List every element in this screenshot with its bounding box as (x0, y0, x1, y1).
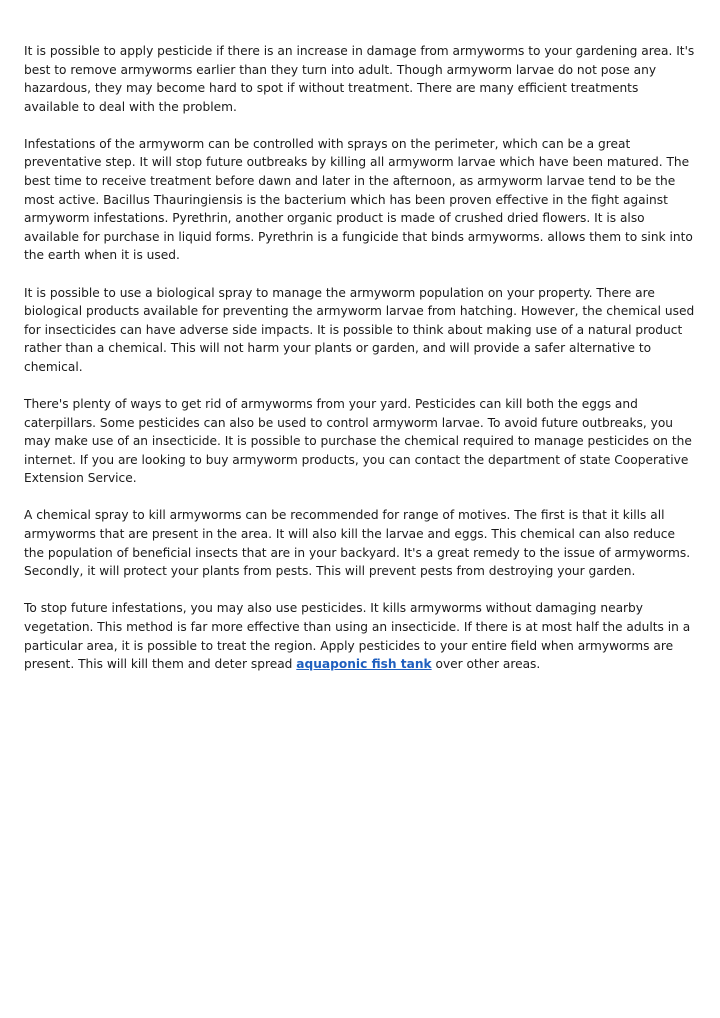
paragraph-6 (24, 599, 696, 673)
paragraph-3: It is possible to use a biological spray to manage the armyworm population on your property. There are biological products available for preventing the armyworm larvae from hatching. However, the chemical used for insecticides can have adverse side impacts. It is possible to think about making use of a natural product rather than a chemical. This will not harm your plants or garden, and will provide a safer alternative to chemical. (24, 285, 695, 374)
paragraph-5: A chemical spray to kill armyworms can be recommended for range of motives. The first is that it kills all armyworms that are present in the area. It will also kill the larvae and eggs. This chemical can also reduce the population of beneficial insects that are in your backyard. It's a great remedy to the issue of armyworms. Secondly, it will protect your plants from pests. This will prevent pests from destroying your garden. (24, 508, 691, 579)
paragraph-4: There's plenty of ways to get rid of armyworms from your yard. Pesticides can kill both the eggs and caterpillars. Some pesticides can also be used to control armyworm larvae. To avoid future outbreaks, you may make use of an insecticide. It is possible to purchase the chemical required to manage pesticides on the internet. If you are looking to buy armyworm products, you can contact the department of state Cooperative Extension Service. (24, 397, 692, 486)
article-body (24, 42, 696, 692)
aquaponic-fish-tank-link[interactable]: aquaponic fish tank (296, 657, 432, 672)
paragraph-6-text-before-link: To stop future infestations, you may also use pesticides. It kills armyworms without damaging nearby vegetation. This method is far more effective than using an insecticide. If there is at most half the adults in a particular area, it is possible to treat the region. Apply pesticides to your entire field when armyworms are present. This will kill them and deter spread (24, 601, 691, 672)
paragraph-6-text-after-link: over other areas. (431, 657, 541, 672)
paragraph-1: It is possible to apply pesticide if there is an increase in damage from armyworms to your gardening area. It's best to remove armyworms earlier than they turn into adult. Though armyworm larvae do not pose any hazardous, they may become hard to spot if without treatment. There are many efficient treatments available to deal with the problem. (24, 44, 695, 114)
paragraph-2: Infestations of the armyworm can be controlled with sprays on the perimeter, which can be a great preventative step. It will stop future outbreaks by killing all armyworm larvae which have been matured. The best time to receive treatment before dawn and later in the afternoon, as armyworm larvae tend to be the most active. Bacillus Thauringiensis is the bacterium which has been proven effective in the fight against armyworm infestations. Pyrethrin, another organic product is made of crushed dried flowers. It is also available for purchase in liquid forms. Pyrethrin is a fungicide that binds armyworms. allows them to sink into the earth when it is used. (24, 136, 693, 263)
